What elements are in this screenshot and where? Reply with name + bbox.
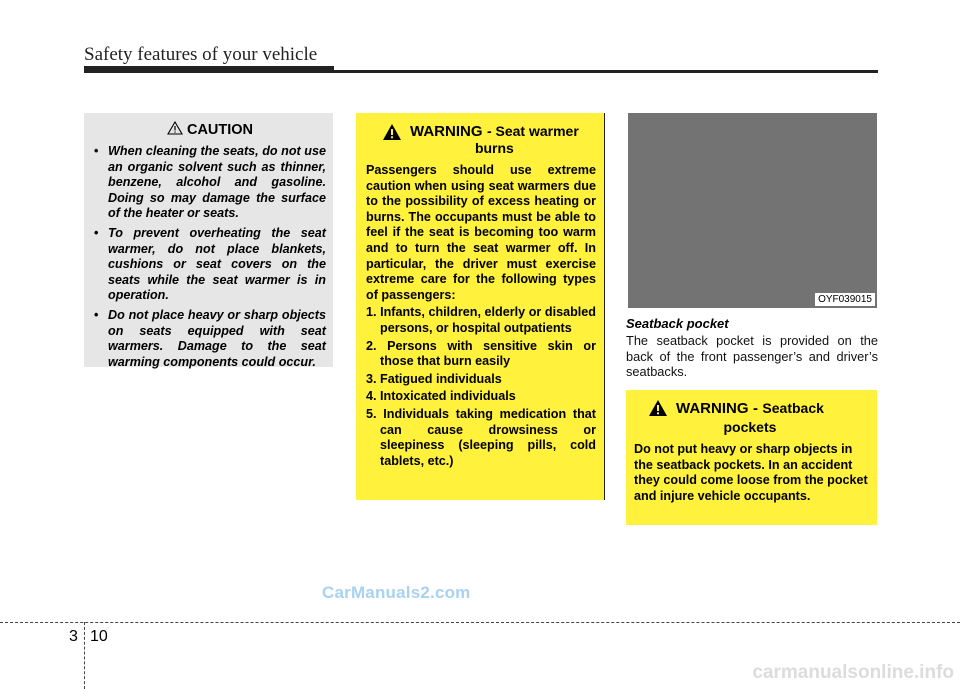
warning-label: WARNING [676, 400, 749, 417]
watermark[interactable]: CarManuals2.com [322, 583, 471, 602]
warning-dash: - [752, 400, 758, 417]
section-heading: Seatback pocket [626, 316, 729, 331]
list-item: 3. Fatigued individuals [366, 371, 502, 386]
warning-subtitle-line2: pockets [723, 419, 777, 435]
warning-subtitle: Seatback [762, 400, 824, 416]
site-watermark[interactable]: carmanualsonline.info [752, 662, 954, 683]
warning-intro: Passengers should use extreme caution when using seat warmers due to the possibility of excess heating or burns. The occupants must be able to feel if the seat is becoming too warm and to turn the seat warmer off. In particular, the driver must exercise extreme care for the following types of passengers: [366, 163, 596, 302]
footer-divider [0, 622, 960, 623]
list-item: 4. Intoxicated individuals [366, 389, 516, 404]
warning-seat-warmer-body [366, 163, 596, 469]
caution-item: • Do not place heavy or sharp objects on seats equipped with seat warmers. Damage to the seat warming components could occur. [94, 308, 326, 370]
warning-seatback-heading [634, 399, 869, 436]
caution-heading [94, 121, 326, 138]
list-item: 2. Persons with sensitive skin or those that burn easily [366, 338, 596, 369]
list-item: 5. Individuals taking medication that can cause drowsiness or sleepiness (sleeping pills, cold tablets, etc.) [366, 406, 596, 468]
list-item: 1. Infants, children, elderly or disabled persons, or hospital outpatients [366, 305, 596, 335]
chapter-number: 3 [69, 628, 78, 645]
page-header-title: Safety features of your vehicle [84, 44, 318, 65]
header-rule [84, 70, 878, 73]
photo-code: OYF039015 [815, 293, 875, 306]
section-body: The seatback pocket is provided on the back of the front passenger’s and driver’s seatbacks. [626, 333, 878, 379]
warning-seatback-body: Do not put heavy or sharp objects in the seatback pockets. In an accident they could come loose from the pocket and injure vehicle occupants. [634, 442, 868, 503]
caution-list [94, 144, 326, 370]
warning-triangle-icon [648, 399, 668, 417]
warning-subtitle: - Seat warmer [486, 123, 579, 139]
caution-item: • When cleaning the seats, do not use an organic solvent such as thinner, benzene, alcohol and gasoline. Doing so may damage the surface of the heater or seats. [94, 144, 326, 222]
warning-seat-warmer-box [356, 113, 605, 500]
warning-subtitle-line2: burns [474, 140, 514, 156]
seatback-pocket-photo [628, 113, 877, 308]
warning-passenger-list [366, 305, 596, 469]
warning-label: WARNING [410, 123, 483, 140]
caution-box [84, 113, 333, 367]
warning-triangle-icon [382, 123, 402, 141]
warning-seatback-box [626, 390, 877, 525]
page-number: 10 [90, 628, 108, 645]
caution-item: • To prevent overheating the seat warmer, do not place blankets, cushions or seat covers on the seats while the seat warmer is in operation. [94, 226, 326, 304]
caution-triangle-icon [167, 121, 183, 135]
footer-vertical-divider [84, 622, 85, 689]
warning-seat-warmer-heading [366, 123, 596, 157]
caution-label: CAUTION [186, 122, 254, 138]
